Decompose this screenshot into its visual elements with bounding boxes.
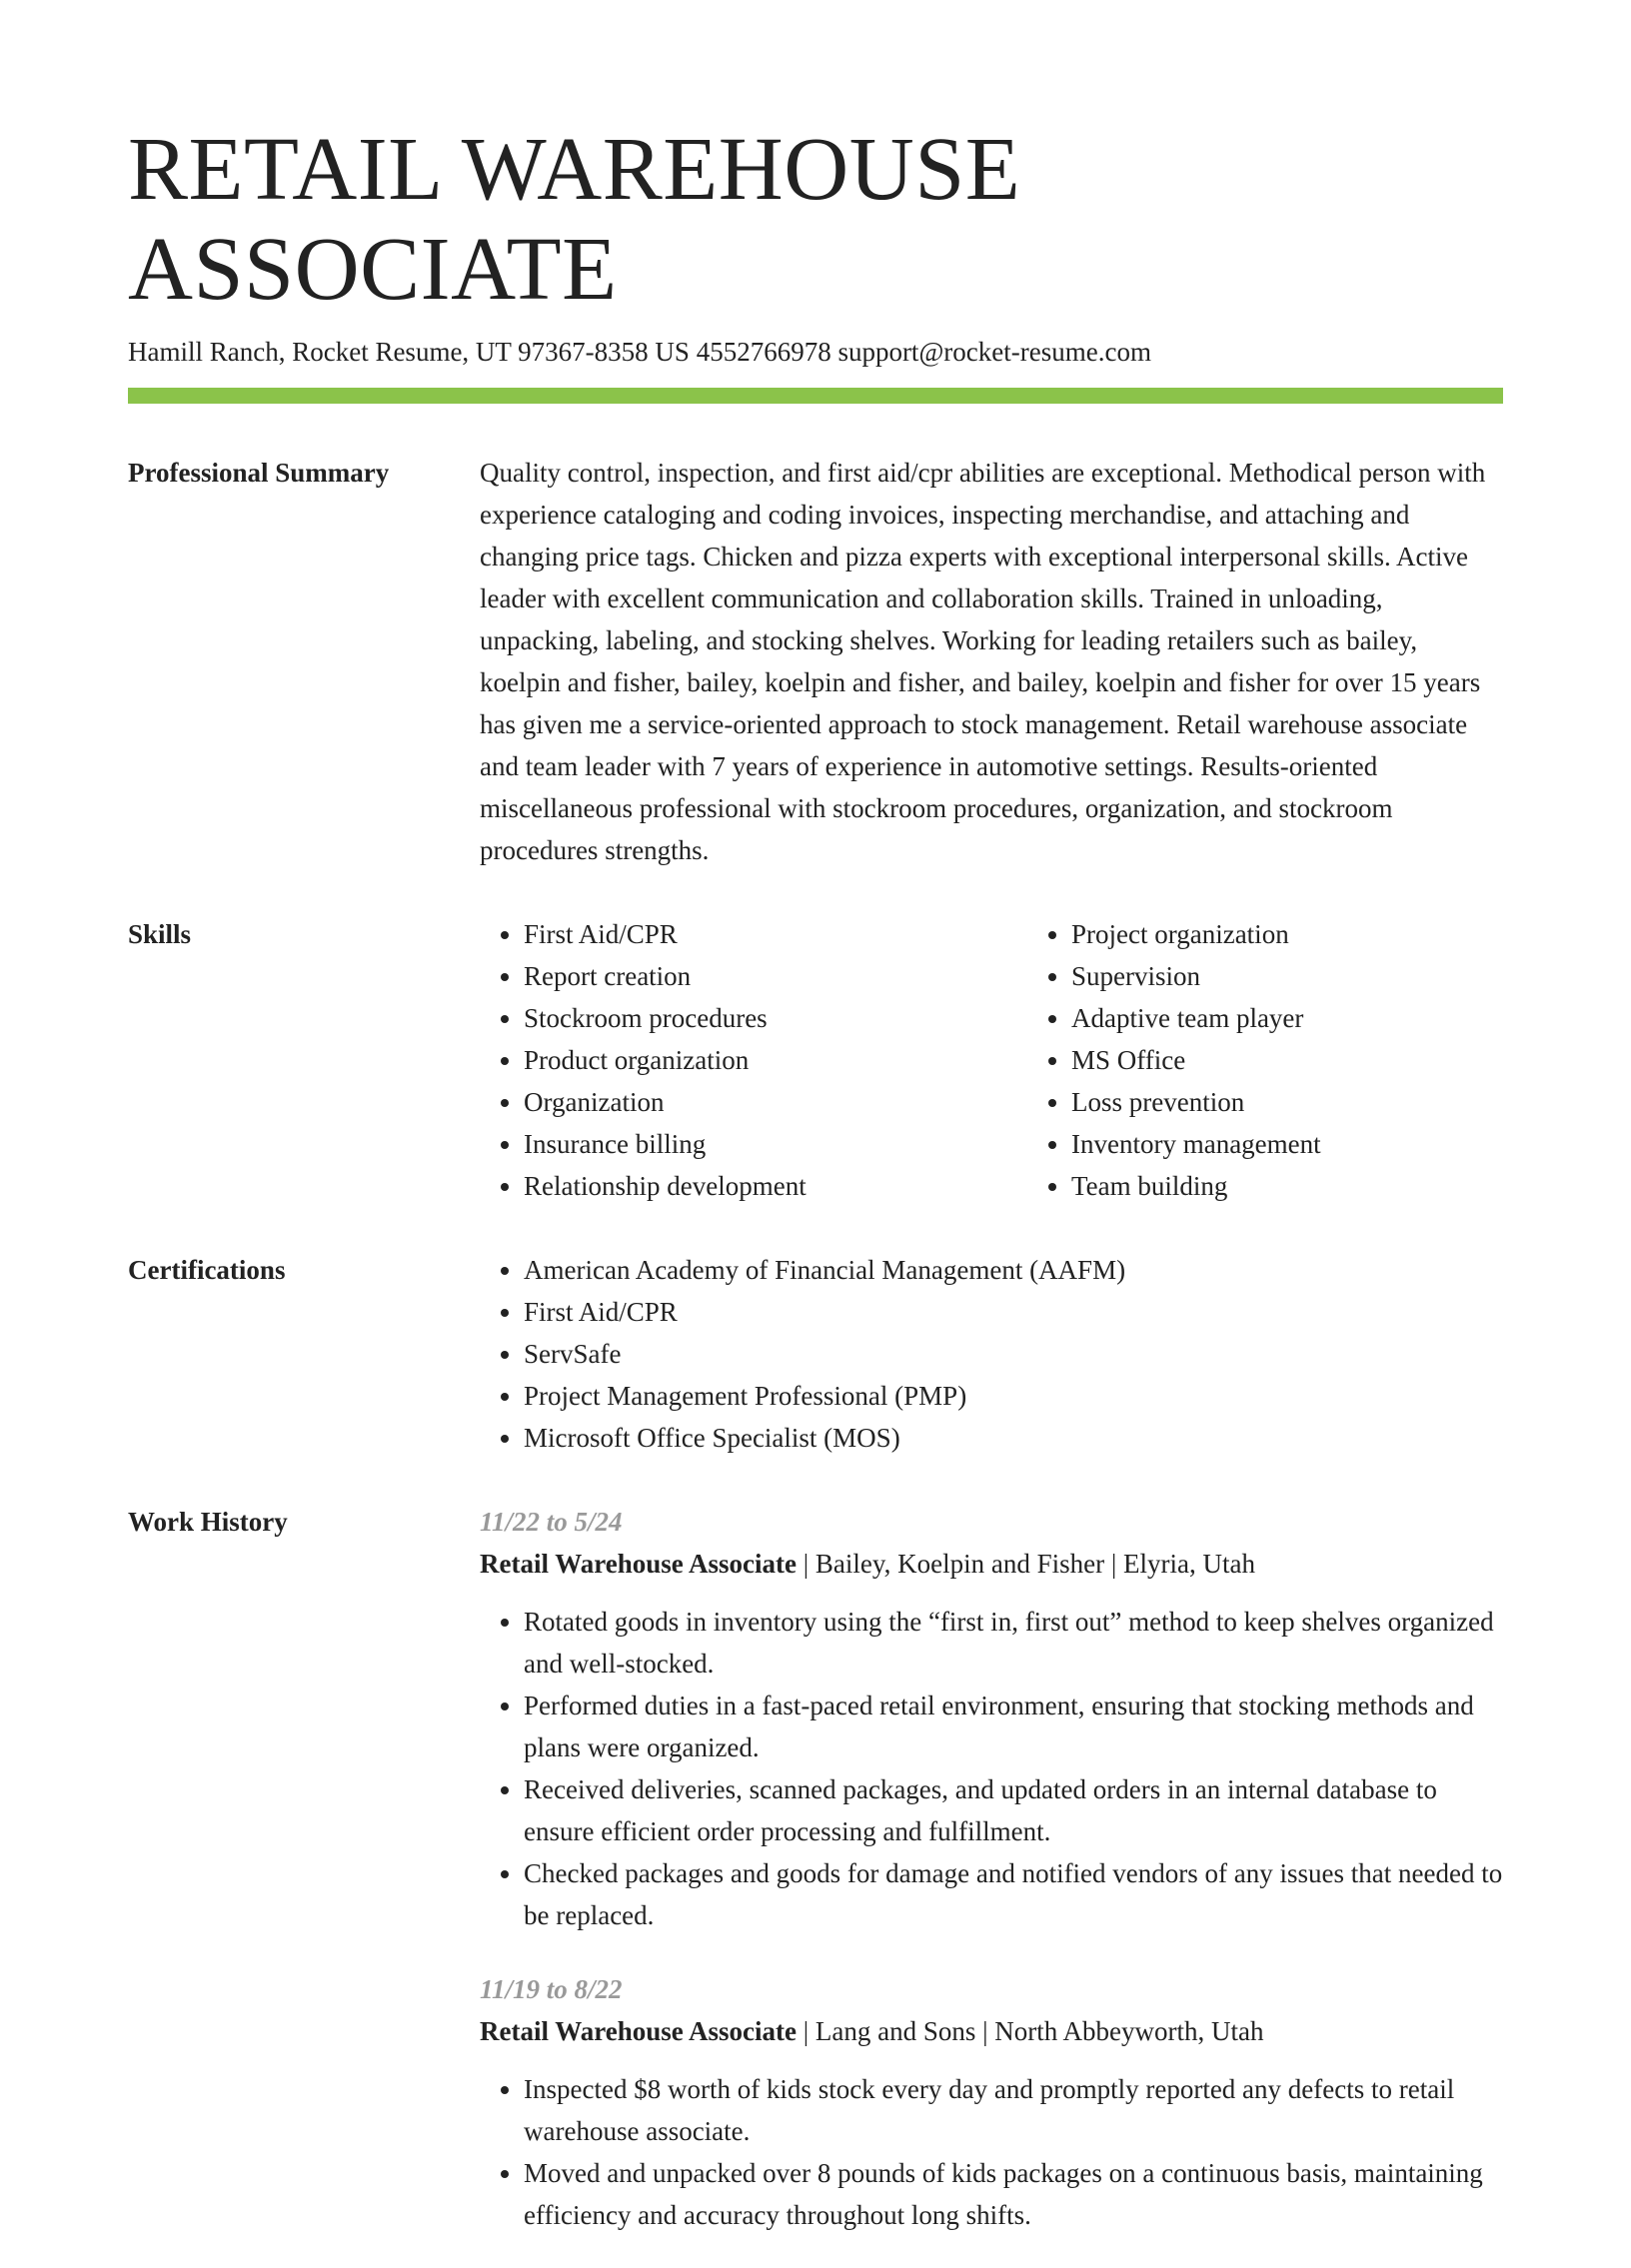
skill-item: • Team building [1071,1165,1575,1207]
job-heading [480,2010,1503,2052]
job-duty: • Performed duties in a fast-paced retail environment, ensuring that stocking methods and plans were organized. [524,1685,1503,1768]
skills-section [128,913,1503,1207]
summary-text: Quality control, inspection, and first aid/cpr abilities are exceptional. Methodical person with experience cataloging and coding invoices, inspecting merchandise, and attaching and changing price tags. Chicken and pizza experts with exceptional interpersonal skills. Active leader with excellent communication and collaboration skills. Trained in unloading, unpacking, labeling, and stocking shelves. Working for leading retailers such as bailey, koelpin and fisher, bailey, koelpin and fisher, and bailey, koelpin and fisher for over 15 years has given me a service-oriented approach to stock management. Retail warehouse associate and team leader with 7 years of experience in automotive settings. Results-oriented miscellaneous professional with stockroom procedures, organization, and stockroom procedures strengths. [480,458,1486,865]
skill-item: • MS Office [1071,1039,1575,1081]
skill-item: • Organization [524,1081,1027,1123]
skill-item: • Report creation [524,955,1027,997]
job-duty: • Checked packages and goods for damage and notified vendors of any issues that needed to be replaced. [524,1852,1503,1936]
certifications-section [128,1249,1503,1459]
skill-item: • Insurance billing [524,1123,1027,1165]
header-divider [128,388,1503,404]
certifications-heading: Certifications [128,1255,286,1285]
page-title: RETAIL WAREHOUSE ASSOCIATE [128,120,1021,319]
work-history-heading: Work History [128,1507,288,1537]
skills-heading: Skills [128,919,192,949]
certification-item: • Microsoft Office Specialist (MOS) [524,1417,1503,1459]
job-duty: • Inspected $8 worth of kids stock every day and promptly reported any defects to retail warehouse associate. [524,2068,1503,2152]
skill-item: • Supervision [1071,955,1575,997]
skill-item: • Adaptive team player [1071,997,1575,1039]
job-heading [480,1543,1503,1585]
summary-heading: Professional Summary [128,458,390,488]
certification-item: • First Aid/CPR [524,1291,1503,1333]
skill-item: • Project organization [1071,913,1575,955]
job-duty: • Received deliveries, scanned packages, and updated orders in an internal database to ensure efficient order processing and fulfillment. [524,1768,1503,1852]
job-title: Retail Warehouse Associate [480,2016,797,2046]
job-title: Retail Warehouse Associate [480,1549,797,1579]
job-details: | Lang and Sons | North Abbeyworth, Utah [797,2016,1264,2046]
certification-item: • Project Management Professional (PMP) [524,1375,1503,1417]
job-duties [480,1601,1503,1936]
job-dates: 11/22 to 5/24 [480,1507,623,1537]
skill-item: • Stockroom procedures [524,997,1027,1039]
skill-item: • Relationship development [524,1165,1027,1207]
job-details: | Bailey, Koelpin and Fisher | Elyria, Utah [797,1549,1255,1579]
job-duty: • Rotated goods in inventory using the “first in, first out” method to keep shelves organized and well-stocked. [524,1601,1503,1685]
summary-section [128,452,1503,871]
skill-item: • Inventory management [1071,1123,1575,1165]
job-entry [480,1968,1503,2236]
skills-list-left [480,913,1027,1207]
job-duties [480,2068,1503,2236]
job-duty: • Moved and unpacked over 8 pounds of kids packages on a continuous basis, maintaining efficiency and accuracy throughout long shifts. [524,2152,1503,2236]
certification-item: • American Academy of Financial Management (AAFM) [524,1249,1503,1291]
skill-item: • First Aid/CPR [524,913,1027,955]
certification-item: • ServSafe [524,1333,1503,1375]
contact-info: Hamill Ranch, Rocket Resume, UT 97367-8358 US 4552766978 support@rocket-resume.com [128,337,1151,367]
job-dates: 11/19 to 8/22 [480,1974,623,2004]
skill-item: • Product organization [524,1039,1027,1081]
job-entry [480,1501,1503,1936]
skills-list-right [1027,913,1575,1207]
work-history-section [128,1501,1503,2268]
skill-item: • Loss prevention [1071,1081,1575,1123]
certifications-list [480,1249,1503,1459]
